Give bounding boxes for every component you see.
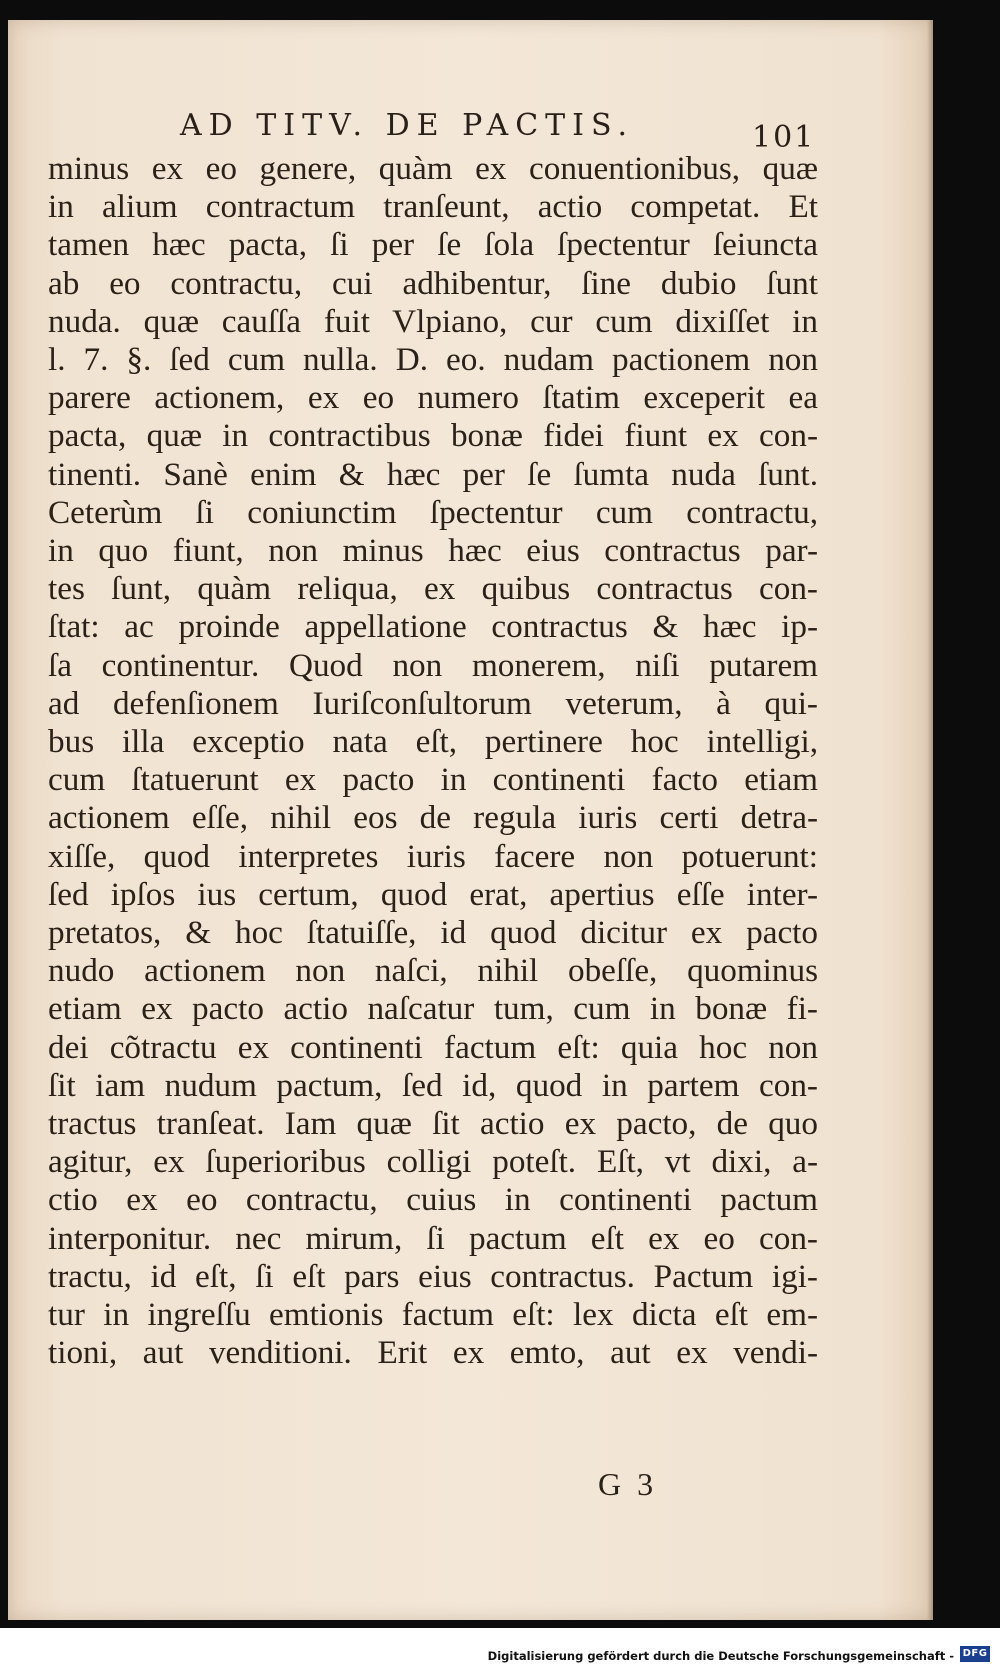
text-line: tes ſunt, quàm reliqua, ex quibus contractus con- <box>48 570 818 608</box>
funding-credit: Digitalisierung gefördert durch die Deutsche Forschungsgemeinschaft - <box>487 1649 954 1663</box>
text-line: xiſſe, quod interpretes iuris facere non potuerunt: <box>48 837 818 875</box>
text-line: nudo actionem non naſci, nihil obeſſe, quominus <box>48 952 818 990</box>
page-number: 101 <box>752 120 816 155</box>
text-line: etiam ex pacto actio naſcatur tum, cum in bonæ fi- <box>48 990 818 1028</box>
text-line: minus ex eo genere, quàm ex conuentionibus, quæ <box>48 150 818 187</box>
text-line: ſit iam nudum pactum, ſed id, quod in partem con- <box>48 1066 818 1104</box>
signature-mark: G 3 <box>598 1466 658 1502</box>
text-line: ſa continentur. Quod non monerem, niſi putarem <box>48 646 818 684</box>
text-line: ab eo contractu, cui adhibentur, ſine dubio ſunt <box>48 264 818 302</box>
text-line: in quo fiunt, non minus hæc eius contractus par- <box>48 532 818 570</box>
text-line: pretatos, & hoc ſtatuiſſe, id quod dicitur ex pacto <box>48 914 818 952</box>
text-line: parere actionem, ex eo numero ſtatim exceperit ea <box>48 379 818 417</box>
text-line: tamen hæc pacta, ſi per ſe ſola ſpectentur ſeiuncta <box>48 226 818 264</box>
text-line: in alium contractum tranſeunt, actio competat. Et <box>48 188 818 226</box>
text-line: ſtat: ac proinde appellatione contractus & hæc ip- <box>48 608 818 646</box>
text-line: l. 7. §. ſed cum nulla. D. eo. nudam pactionem non <box>48 341 818 379</box>
body-text <box>48 150 818 1373</box>
text-line: bus illa exceptio nata eſt, pertinere hoc intelligi, <box>48 723 818 761</box>
text-line: tioni, aut venditioni. Erit ex emto, aut ex vendi- <box>48 1334 818 1372</box>
text-line: ad defenſionem Iuriſconſultorum veterum, à qui- <box>48 684 818 722</box>
text-line: tractu, id eſt, ſi eſt pars eius contractus. Pactum igi- <box>48 1257 818 1295</box>
text-line: tinenti. Sanè enim & hæc per ſe ſumta nuda ſunt. <box>48 455 818 493</box>
text-line: tur in ingreſſu emtionis factum eſt: lex dicta eſt em- <box>48 1296 818 1334</box>
text-line: pacta, quæ in contractibus bonæ fidei fiunt ex con- <box>48 417 818 455</box>
text-line: tractus tranſeat. Iam quæ ſit actio ex pacto, de quo <box>48 1105 818 1143</box>
text-line: agitur, ex ſuperioribus colligi poteſt. Eſt, vt dixi, a- <box>48 1143 818 1181</box>
page-edge-shadow <box>927 20 933 1620</box>
text-line: ctio ex eo contractu, cuius in continenti pactum <box>48 1181 818 1219</box>
text-line: nuda. quæ cauſſa fuit Vlpiano, cur cum dixiſſet in <box>48 302 818 340</box>
text-line: interponitur. nec mirum, ſi pactum eſt ex eo con- <box>48 1219 818 1257</box>
text-line: actionem eſſe, nihil eos de regula iuris certi detra- <box>48 799 818 837</box>
text-line: ſed ipſos ius certum, quod erat, apertius eſſe inter- <box>48 875 818 913</box>
text-line: cum ſtatuerunt ex pacto in continenti facto etiam <box>48 761 818 799</box>
running-head: AD TITV. DE PACTIS. <box>180 108 635 143</box>
text-line: Ceterùm ſi coniunctim ſpectentur cum contractu, <box>48 493 818 531</box>
text-line: dei cõtractu ex continenti factum eſt: quia hoc non <box>48 1028 818 1066</box>
dfg-logo: DFG <box>960 1646 990 1662</box>
